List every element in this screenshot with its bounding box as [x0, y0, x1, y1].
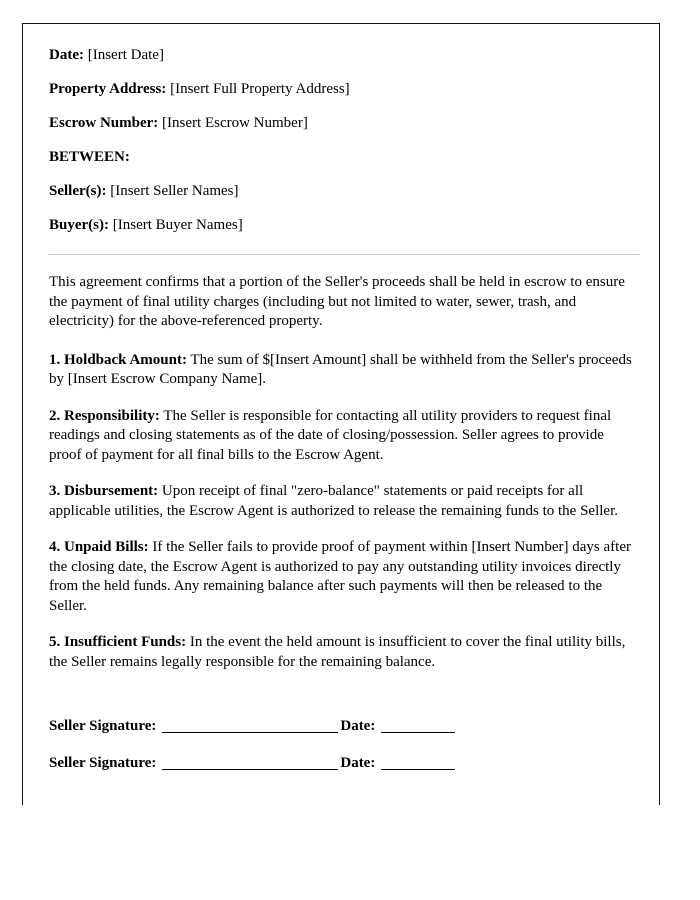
field-value: [Insert Full Property Address] [170, 81, 350, 97]
field-value: [Insert Escrow Number] [162, 115, 308, 131]
header-field-property-address [49, 79, 639, 99]
clause-responsibility [49, 407, 639, 466]
clause-disbursement [49, 482, 639, 521]
date-label: Date: [340, 718, 376, 734]
seller-signature-line[interactable] [162, 769, 338, 770]
header-field-buyers [49, 215, 639, 235]
seller-signature-label: Seller Signature: [49, 755, 157, 771]
field-label: Date: [49, 47, 84, 63]
field-label: Buyer(s): [49, 217, 109, 233]
header-fields [49, 45, 639, 235]
clause-list [49, 351, 639, 673]
header-between-heading [49, 147, 639, 167]
date-line[interactable] [381, 732, 455, 733]
section-divider [49, 254, 639, 255]
field-value: [Insert Seller Names] [110, 183, 239, 199]
document-page [22, 23, 660, 805]
header-field-escrow-number [49, 113, 639, 133]
clause-body: Upon receipt of final "zero-balance" statements or paid receipts for all applicable utilities, the Escrow Agent is authorized to release the remaining funds to the Seller. [49, 483, 619, 519]
field-value: [Insert Buyer Names] [112, 217, 243, 233]
clause-lead: 5. Insufficient Funds: [49, 634, 187, 650]
clause-insufficient-funds [49, 633, 639, 672]
clause-lead: 3. Disbursement: [49, 483, 159, 499]
document-content [49, 45, 639, 790]
signature-row-2 [49, 753, 639, 773]
field-label: BETWEEN: [49, 149, 130, 165]
signature-block [49, 716, 639, 773]
clause-unpaid-bills [49, 538, 639, 616]
clause-lead: 4. Unpaid Bills: [49, 539, 149, 555]
signature-row-1 [49, 716, 639, 736]
field-value: [Insert Date] [87, 47, 164, 63]
date-label: Date: [340, 755, 376, 771]
seller-signature-label: Seller Signature: [49, 718, 157, 734]
header-field-date [49, 45, 639, 65]
clause-lead: 1. Holdback Amount: [49, 351, 187, 368]
clause-body: If the Seller fails to provide proof of payment within [Insert Number] days after the closing date, the Escrow Agent is authorized to pay any outstanding utility invoices directly from the held funds. Any remaining balance after such payments will then be released to the Seller. [49, 539, 631, 614]
clause-body: The sum of $[Insert Amount] shall be withheld from the Seller's proceeds by [Insert Escrow Company Name]. [49, 351, 632, 387]
field-label: Escrow Number: [49, 115, 159, 131]
intro-paragraph: This agreement confirms that a portion of the Seller's proceeds shall be held in escrow to ensure the payment of final utility charges (including but not limited to water, sewer, trash, and electricity) for the above-referenced property. [49, 274, 625, 329]
clause-holdback-amount [49, 351, 639, 390]
field-label: Property Address: [49, 81, 167, 97]
date-line[interactable] [381, 769, 455, 770]
seller-signature-line[interactable] [162, 732, 338, 733]
field-label: Seller(s): [49, 183, 107, 199]
header-field-sellers [49, 181, 639, 201]
clause-body: The Seller is responsible for contacting all utility providers to request final readings and closing statements as of the date of closing/possession. Seller agrees to provide proof of payment for all final bills to the Escrow Agent. [49, 407, 612, 463]
clause-lead: 2. Responsibility: [49, 407, 160, 424]
clause-body: In the event the held amount is insufficient to cover the final utility bills, the Seller remains legally responsible for the remaining balance. [49, 634, 626, 670]
